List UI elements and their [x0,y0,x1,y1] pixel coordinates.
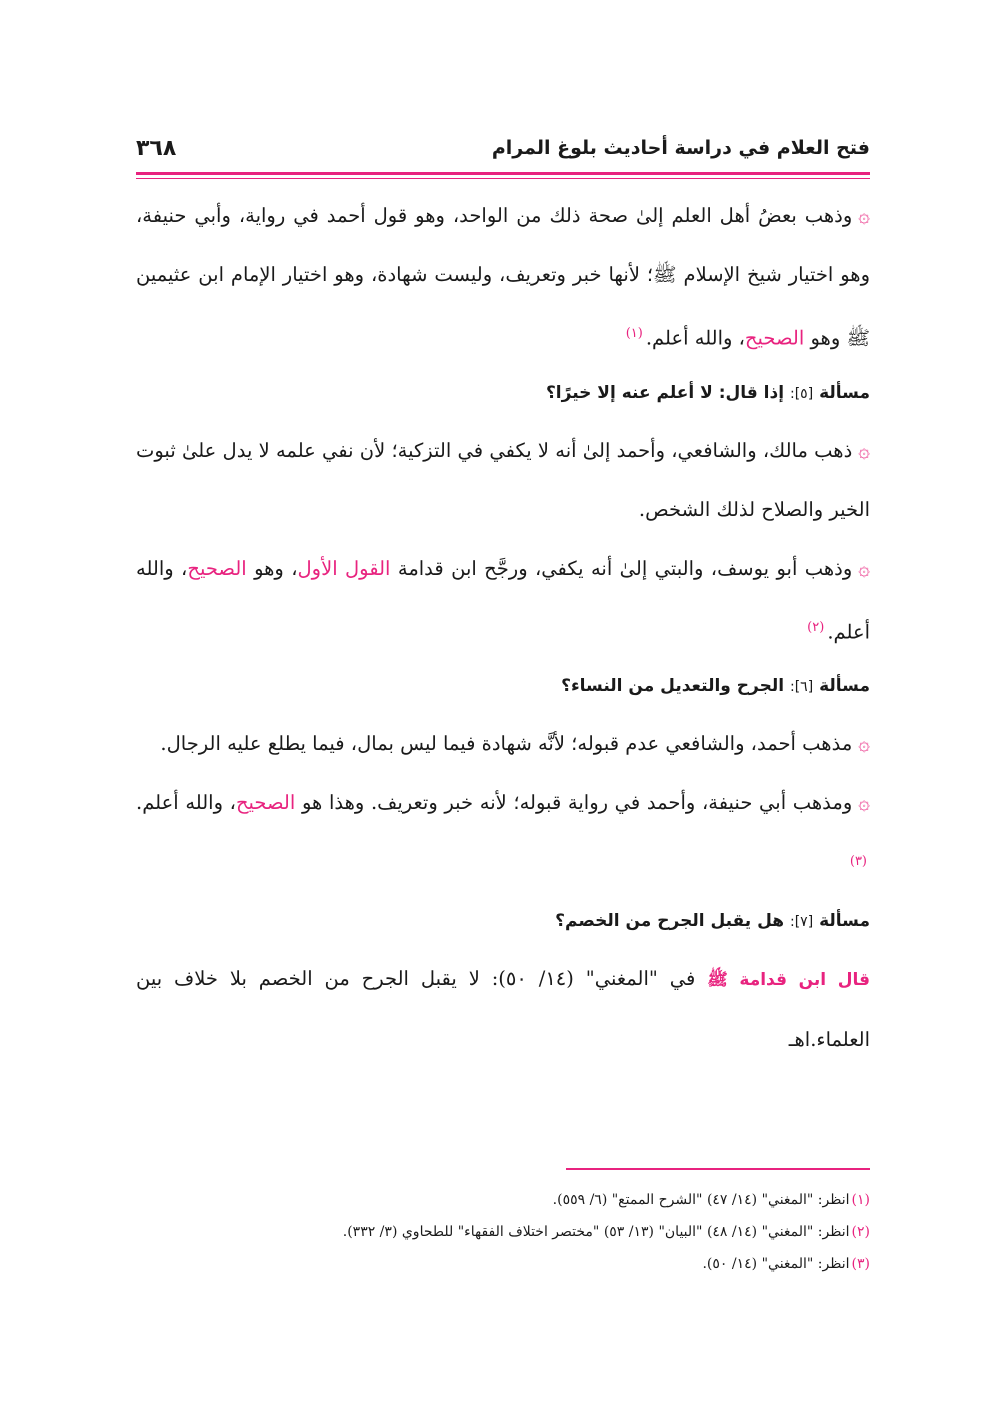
highlight-sahih: الصحيح [744,326,805,350]
paragraph-text: ، والله أعلم. [136,556,870,643]
header-rule-thin [136,178,870,179]
footnote-number: (٢) [851,1224,870,1240]
flower-ornament-icon: ۞ [858,790,871,814]
highlight-sahih: الصحيح [187,556,247,580]
paragraph-text: ومذهب أبي حنيفة، وأحمد في رواية قبوله؛ لأنه خبر وتعريف. وهذا هو [301,791,853,814]
paragraph-text: ، والله أعلم. [136,791,236,814]
paragraph-text: مذهب أحمد، والشافعي عدم قبوله؛ لأنَّه شهادة فيما ليس بمال، فيما يطلع عليه الرجال. [160,732,853,755]
issue-heading-5 [136,374,870,413]
footnote-number: (١) [851,1192,870,1208]
paragraph-3 [136,539,870,662]
issue-label: مسألة [819,910,870,931]
paragraph-4 [136,714,870,773]
footnote-1 [136,1184,870,1216]
footnote-ref[interactable]: (١) [625,326,643,341]
issue-label: مسألة [819,676,870,696]
footnote-text: انظر: "المغني" (١٤/ ٤٧) "الشرح الممتع" (٦/ ٥٥٩). [552,1192,850,1208]
issue-title: الجرح والتعديل من النساء؟ [561,676,785,696]
highlight-sahih: الصحيح [235,791,296,814]
footnote-ref[interactable]: (٢) [807,619,825,635]
book-title: فتح العلام في دراسة أحاديث بلوغ المرام [491,137,870,159]
paragraph-text: وذهب أبو يوسف، والبتي إلىٰ أنه يكفي، ورجَّح ابن قدامة [397,556,853,580]
quoted-author: قال ابن قدامة ﷺ [707,969,870,990]
issue-heading-7 [136,902,870,941]
header-rule-thick [136,172,870,175]
footnote-divider [566,1168,870,1170]
highlight-first-opinion: القول الأول [297,556,391,580]
issue-title: هل يقبل الجرح من الخصم؟ [555,910,785,931]
flower-ornament-icon: ۞ [858,437,870,462]
flower-ornament-icon: ۞ [858,731,870,755]
paragraph-text: ذهب مالك، والشافعي، وأحمد إلىٰ أنه لا يكفي في التزكية؛ لأن نفي علمه لا يدل علىٰ ثبوت الخير والصلاح لذلك الشخص. [136,438,870,521]
flower-ornament-icon: ۞ [858,555,870,580]
issue-number: [٥]: [789,385,814,402]
footnote-text: انظر: "المغني" (١٤/ ٥٠). [702,1256,850,1272]
paragraph-1 [136,186,870,368]
issue-label: مسألة [819,382,870,403]
footnote-3 [136,1248,870,1280]
paragraph-6 [136,949,870,1069]
issue-number: [٦]: [789,679,814,695]
page-header [136,126,870,170]
footnote-text: انظر: "المغني" (١٤/ ٤٨) "البيان" (١٣/ ٥٣) "مختصر اختلاف الفقهاء" للطحاوي (٣/ ٣٣٢). [342,1224,850,1240]
footnote-number: (٣) [851,1256,870,1272]
paragraph-5 [136,773,870,896]
issue-number: [٧]: [789,913,814,930]
paragraph-2 [136,421,870,539]
flower-ornament-icon: ۞ [858,203,870,227]
issue-heading-6 [136,667,870,706]
page-number: ٣٦٨ [136,135,177,161]
main-text [136,186,870,1069]
issue-title: إذا قال: لا أعلم عنه إلا خيرًا؟ [545,382,785,403]
footnotes [136,1184,870,1280]
paragraph-text: وذهب بعضُ أهل العلم إلىٰ صحة ذلك من الواحد، وهو قول أحمد في رواية، وأبي حنيفة، وهو اختيار شيخ الإسلام ﷺ؛ لأنها خبر وتعريف، وليست شهادة، وهو اختيار الإمام ابن عثيمين ﷺ وهو [136,204,870,350]
paragraph-text: ، والله أعلم. [645,326,745,350]
paragraph-text: ، وهو [254,556,298,580]
paragraph-text: في "المغني" (١٤/ ٥٠): لا يقبل الجرح من الخصم بلا خلاف بين العلماء.اهـ [136,966,870,1051]
footnote-2 [136,1216,870,1248]
footnote-ref[interactable]: (٣) [849,854,867,869]
